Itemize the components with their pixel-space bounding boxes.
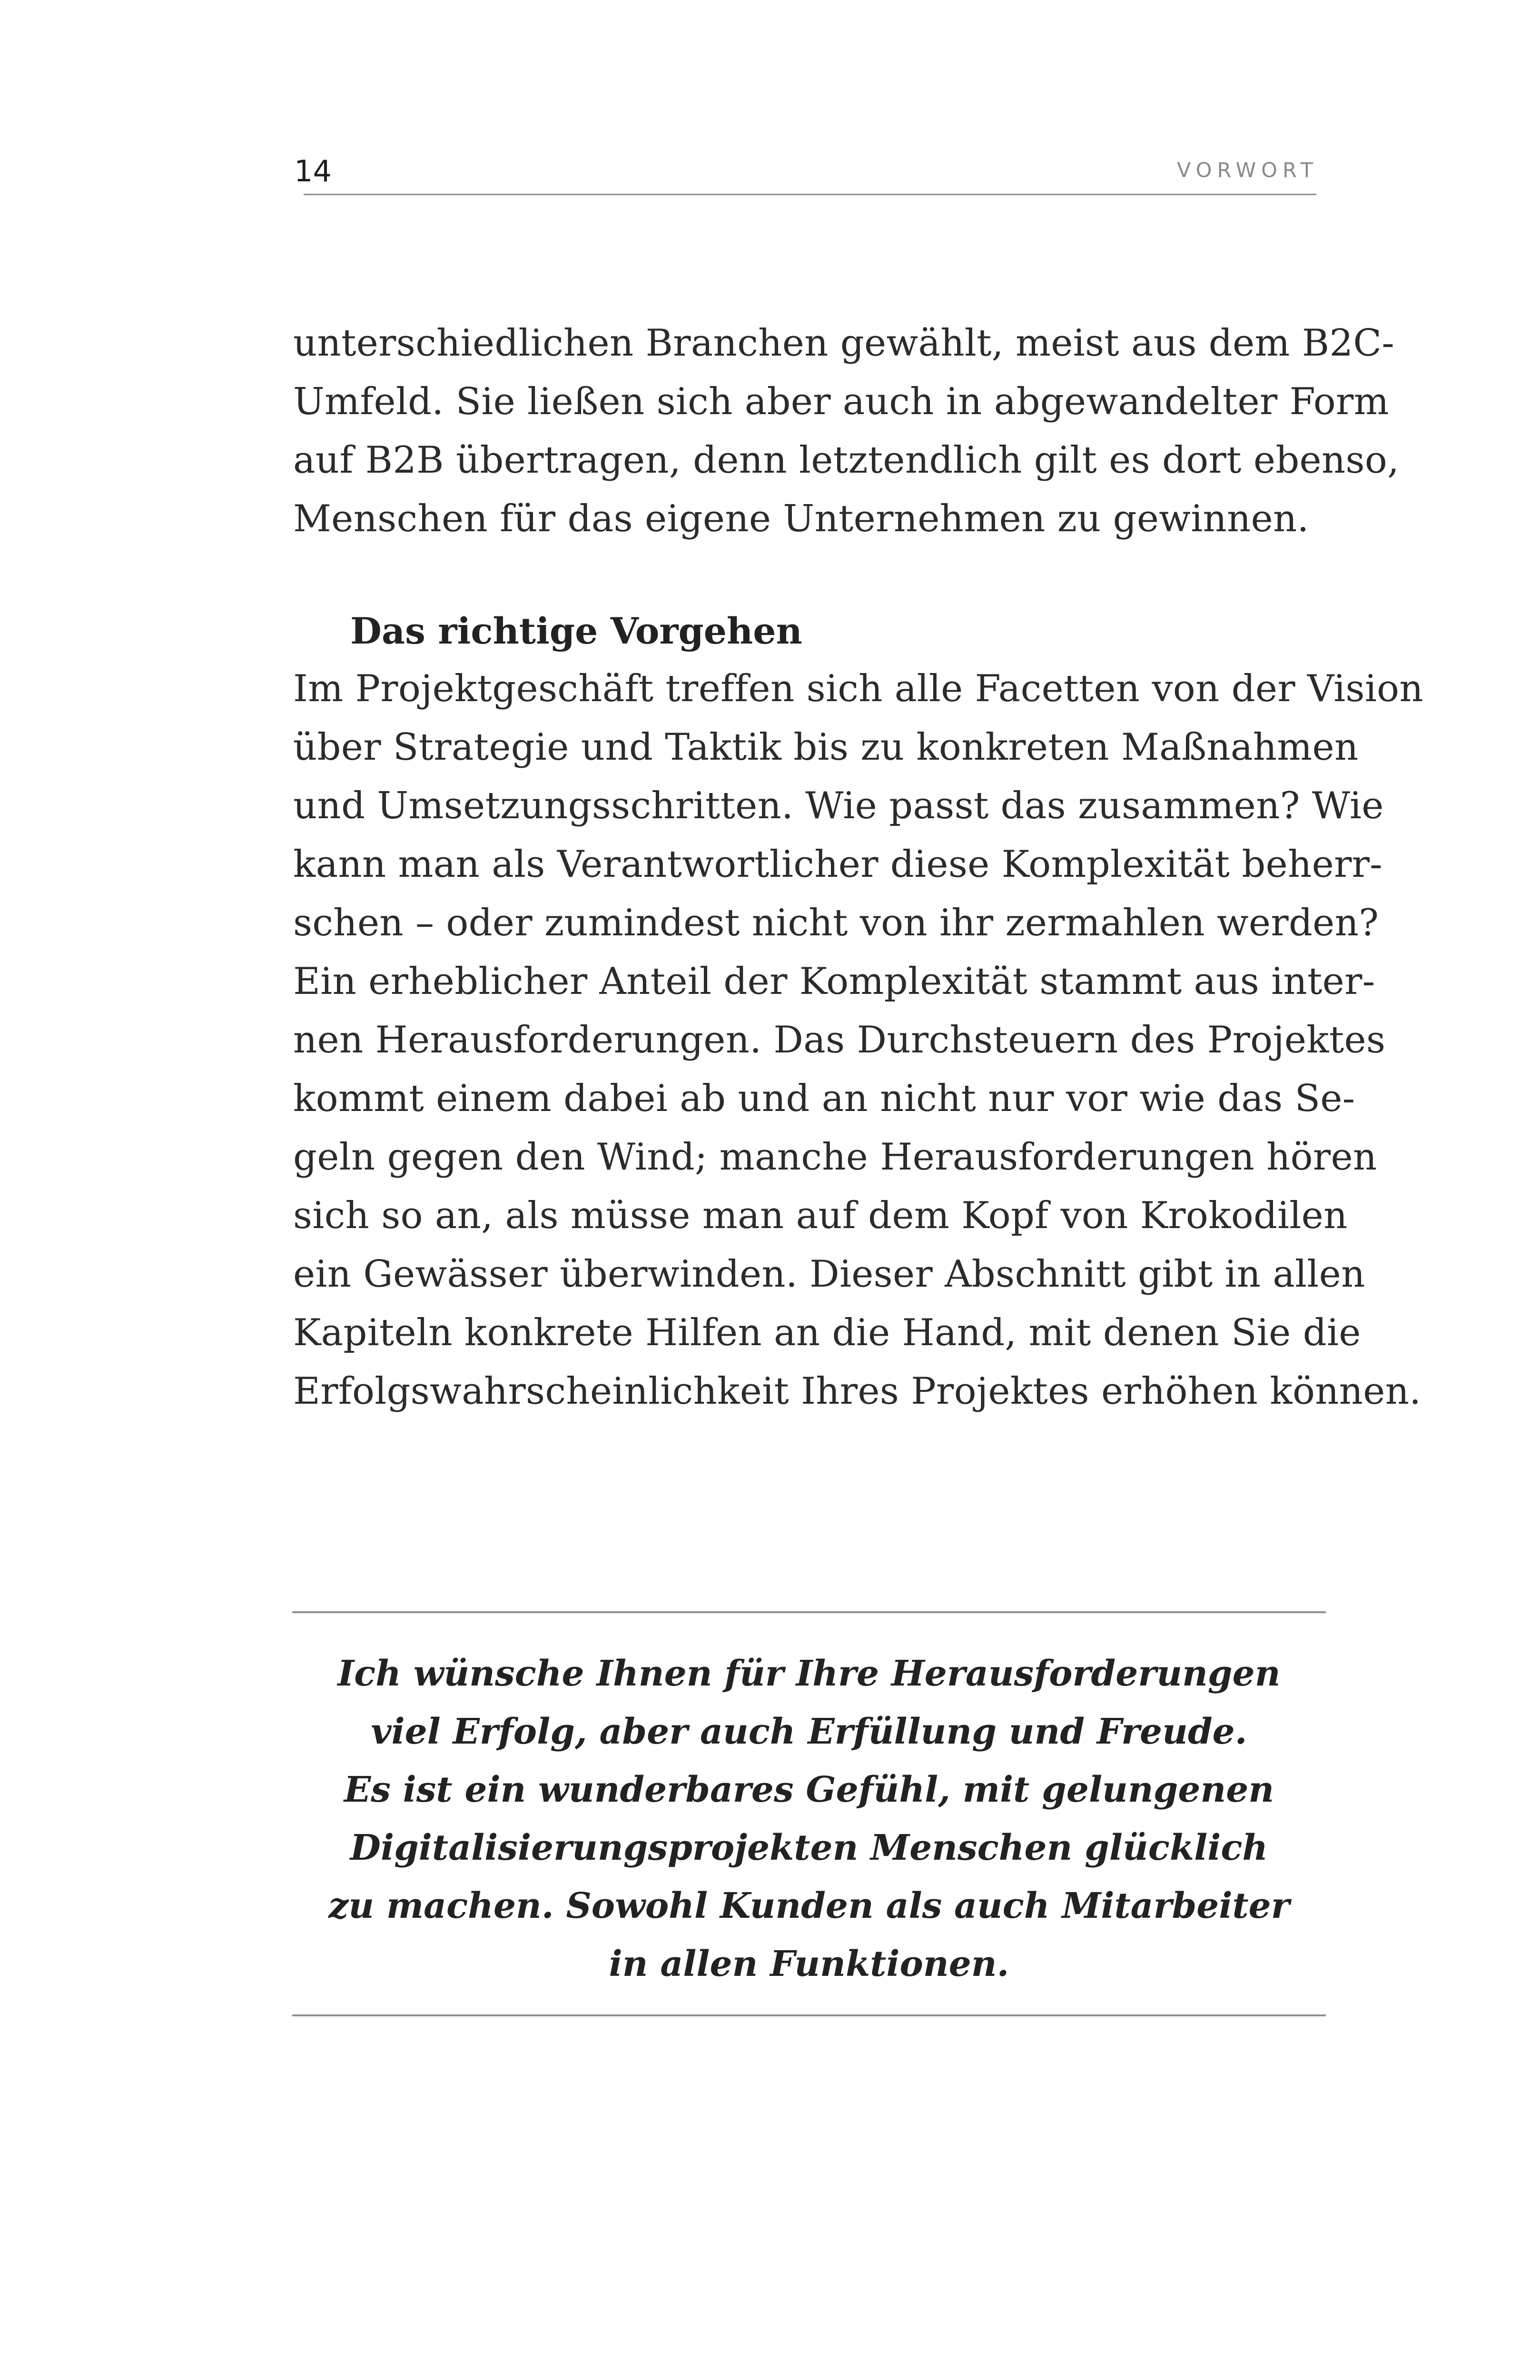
text-line: kann man als Verantwortlicher diese Komplexität beherr- <box>293 843 1382 886</box>
text-line: Im Projektgeschäft treffen sich alle Facetten von der Vision <box>293 667 1423 710</box>
text-line: schen – oder zumindest nicht von ihr zermahlen werden? <box>293 902 1379 944</box>
section-paragraph <box>293 660 1423 1421</box>
section-heading: Das richtige Vorgehen <box>350 610 802 652</box>
text-line: auf B2B übertragen, denn letztendlich gilt es dort ebenso, <box>293 439 1400 482</box>
pull-quote <box>292 1645 1326 1993</box>
text-line: geln gegen den Wind; manche Herausforderungen hören <box>293 1136 1377 1179</box>
text-line: Erfolgswahrscheinlichkeit Ihres Projektes erhöhen können. <box>293 1370 1422 1413</box>
text-line: Umfeld. Sie ließen sich aber auch in abgewandelter Form <box>293 380 1389 423</box>
quote-rule-top <box>292 1611 1326 1613</box>
text-line: unterschiedlichen Branchen gewählt, meist aus dem B2C- <box>293 322 1394 365</box>
quote-line: viel Erfolg, aber auch Erfüllung und Freude. <box>371 1711 1247 1752</box>
text-line: Menschen für das eigene Unternehmen zu gewinnen. <box>293 497 1309 540</box>
text-line: sich so an, als müsse man auf dem Kopf von Krokodilen <box>293 1194 1348 1237</box>
quote-line: Ich wünsche Ihnen für Ihre Herausforderungen <box>337 1653 1281 1694</box>
quote-line: zu machen. Sowohl Kunden als auch Mitarbeiter <box>328 1885 1290 1926</box>
text-line: kommt einem dabei ab und an nicht nur vor wie das Se- <box>293 1077 1355 1120</box>
text-line: Ein erheblicher Anteil der Komplexität stammt aus inter- <box>293 960 1375 1003</box>
quote-line: in allen Funktionen. <box>609 1944 1009 1984</box>
text-line: über Strategie und Taktik bis zu konkreten Maßnahmen <box>293 726 1359 769</box>
running-header: VORWORT <box>1176 159 1318 182</box>
text-line: nen Herausforderungen. Das Durchsteuern des Projektes <box>293 1019 1386 1061</box>
quote-line: Es ist ein wunderbares Gefühl, mit gelungenen <box>344 1769 1274 1810</box>
header-rule <box>304 194 1316 195</box>
text-line: Kapiteln konkrete Hilfen an die Hand, mit denen Sie die <box>293 1311 1361 1354</box>
text-line: und Umsetzungsschritten. Wie passt das zusammen? Wie <box>293 784 1384 827</box>
page-number: 14 <box>294 154 332 188</box>
quote-line: Digitalisierungsprojekten Menschen glücklich <box>350 1827 1268 1868</box>
text-line: ein Gewässer überwinden. Dieser Abschnitt gibt in allen <box>293 1253 1365 1296</box>
quote-rule-bottom <box>292 2014 1326 2016</box>
intro-paragraph <box>293 314 1400 548</box>
